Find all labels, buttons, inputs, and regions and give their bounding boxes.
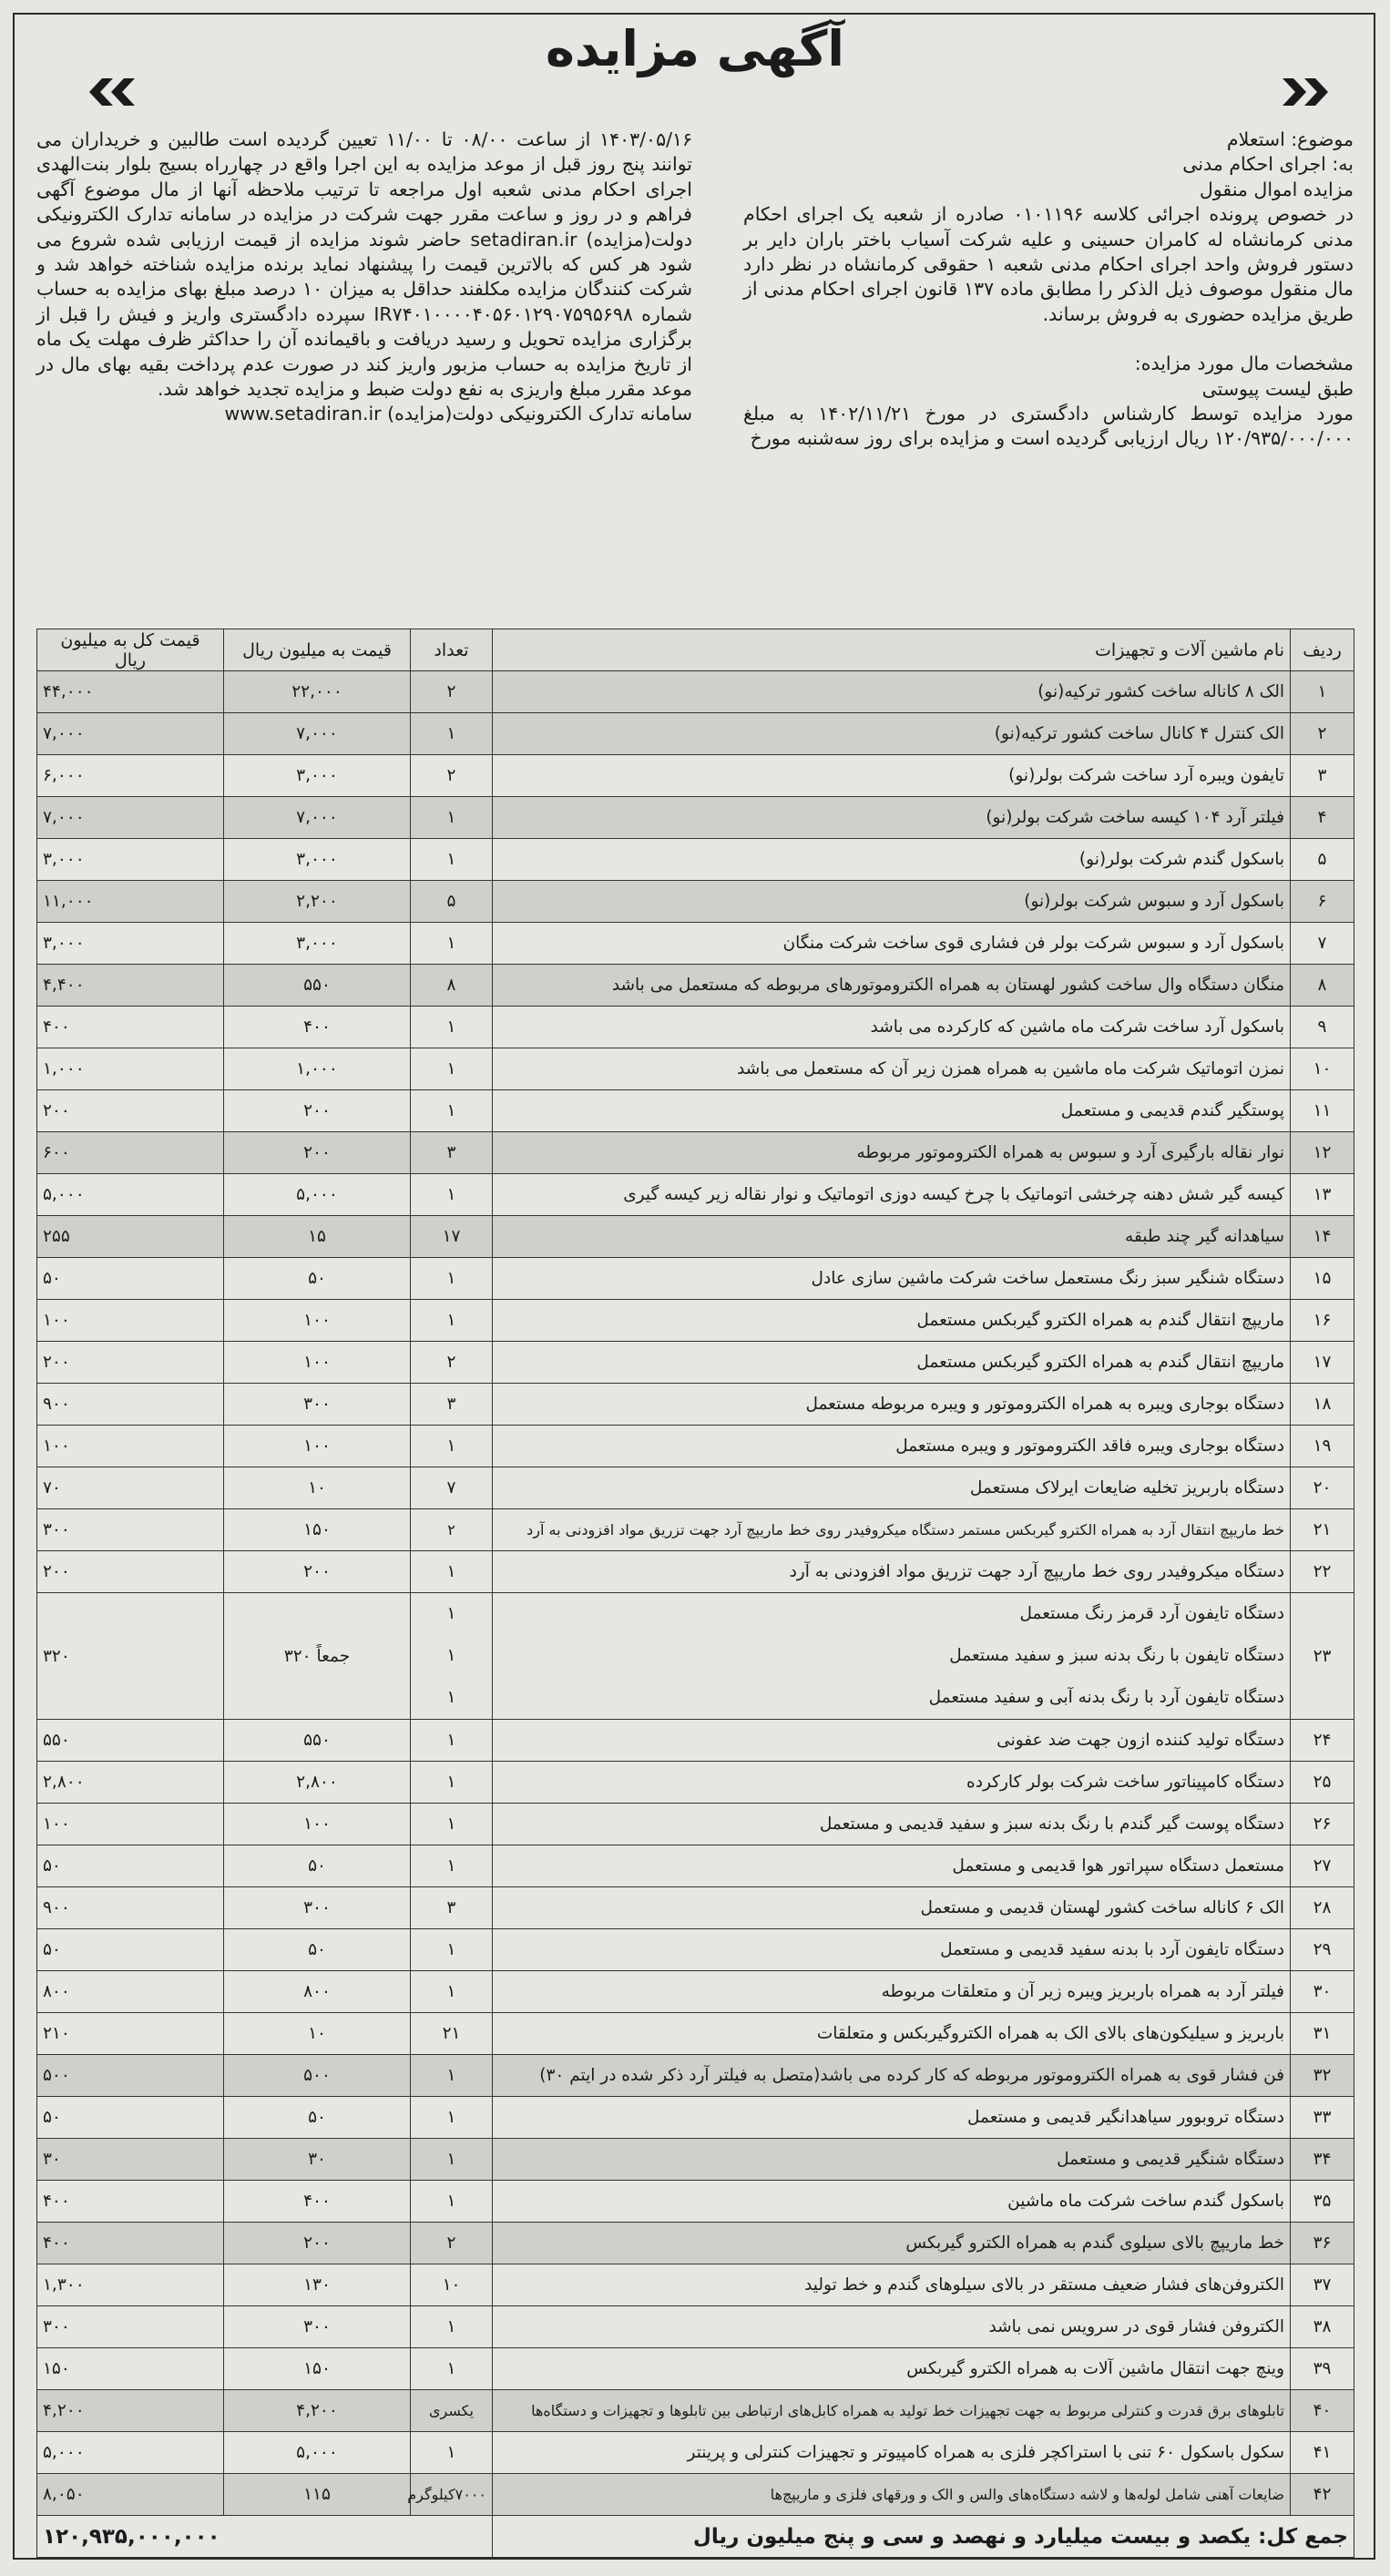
row-number: ۱۵	[1291, 1258, 1354, 1300]
row-number: ۱۷	[1291, 1342, 1354, 1384]
row-number: ۶	[1291, 881, 1354, 923]
table-row	[37, 839, 1354, 881]
item-quantity-line: ۱	[446, 1688, 456, 1707]
row-number: ۱۴	[1291, 1216, 1354, 1258]
item-name: دستگاه شنگیر سبز رنگ مستعمل ساخت شرکت ماشین سازی عادل	[493, 1258, 1291, 1300]
item-name: الکتروفن فشار قوی در سرویس نمی باشد	[493, 2306, 1291, 2348]
property-spec-value: طبق لیست پیوستی	[1201, 377, 1354, 400]
item-quantity: ۱	[411, 1845, 493, 1887]
item-unit-price: ۱۵۰	[224, 2348, 411, 2390]
table-row	[37, 1887, 1354, 1929]
item-total-price: ۴۰۰	[37, 1007, 224, 1048]
item-name: مستعمل دستگاه سپراتور هوا قدیمی و مستعمل	[493, 1845, 1291, 1887]
row-number: ۳۹	[1291, 2348, 1354, 2390]
item-unit-price: ۱۰	[224, 1467, 411, 1509]
item-name: تابلوهای برق قدرت و کنترلی مربوط به جهت تجهیزات خط تولید به همراه کابل‌های ارتباطی بین تابلوها و تجهیزات و دستگاه‌ها	[493, 2390, 1291, 2432]
table-body-2	[37, 1720, 1354, 2516]
table-row	[37, 2013, 1354, 2055]
row-number: ۳۸	[1291, 2306, 1354, 2348]
item-quantity: ۱	[411, 1300, 493, 1342]
item-unit-price: ۳۰	[224, 2139, 411, 2181]
item-name: ضایعات آهنی شامل لوله‌ها و لاشه دستگاه‌های والس و الک و ورقهای فلزی و ماریپچ‌ها	[493, 2474, 1291, 2516]
table-row	[37, 1845, 1354, 1887]
row-number: ۳۰	[1291, 1971, 1354, 2013]
item-unit-price: ۵۵۰	[224, 1720, 411, 1762]
row-number: ۳۵	[1291, 2181, 1354, 2223]
item-unit-price: ۵۰	[224, 1929, 411, 1971]
table-row	[37, 2264, 1354, 2306]
item-name: دستگاه تولید کننده ازون جهت ضد عفونی	[493, 1720, 1291, 1762]
row-number: ۹	[1291, 1007, 1354, 1048]
table-row	[37, 1132, 1354, 1174]
item-quantity: ۱	[411, 2097, 493, 2139]
item-unit-price: ۲,۸۰۰	[224, 1762, 411, 1804]
item-name: باربریز و سیلیکون‌های بالای الک به همراه الکتروگیربکس و متعلقات	[493, 2013, 1291, 2055]
item-total-price: ۵۰	[37, 1845, 224, 1887]
table-body	[37, 671, 1354, 1593]
item-quantity: ۷	[411, 1467, 493, 1509]
row-number: ۲۴	[1291, 1720, 1354, 1762]
item-name: الک کنترل ۴ کانال ساخت کشور ترکیه(نو)	[493, 713, 1291, 755]
item-unit-price: ۳,۰۰۰	[224, 923, 411, 965]
item-name: دستگاه تروبوور سیاهدانگیر قدیمی و مستعمل	[493, 2097, 1291, 2139]
item-unit-price: ۲۰۰	[224, 1090, 411, 1132]
item-unit-price: ۳۰۰	[224, 1887, 411, 1929]
row-number: ۴۲	[1291, 2474, 1354, 2516]
table-row	[37, 2181, 1354, 2223]
item-name: باسکول آرد و سبوس شرکت بولر(نو)	[493, 881, 1291, 923]
item-total-price: ۵,۰۰۰	[37, 1174, 224, 1216]
item-unit-price: ۵۰۰	[224, 2055, 411, 2097]
item-unit-price: ۵,۰۰۰	[224, 2432, 411, 2474]
auction-type-line: مزایده اموال منقول	[1199, 178, 1354, 200]
item-total-price: ۶۰۰	[37, 1132, 224, 1174]
table-row	[37, 1048, 1354, 1090]
item-quantity: ۱	[411, 2139, 493, 2181]
item-total-price: ۲۰۰	[37, 1090, 224, 1132]
item-name: وینچ جهت انتقال ماشین آلات به همراه الکترو گیربکس	[493, 2348, 1291, 2390]
item-unit-price: جمعاً ۳۲۰	[224, 1593, 411, 1720]
item-unit-price: ۱۰۰	[224, 1300, 411, 1342]
item-name: الک ۶ کاناله ساخت کشور لهستان قدیمی و مستعمل	[493, 1887, 1291, 1929]
item-unit-price: ۱۵۰	[224, 1509, 411, 1551]
item-quantity: ۱	[411, 2306, 493, 2348]
item-total-price: ۲,۸۰۰	[37, 1762, 224, 1804]
row-number: ۲۵	[1291, 1762, 1354, 1804]
table-row	[37, 2474, 1354, 2516]
item-name: باسکول آرد ساخت شرکت ماه ماشین که کارکرده می باشد	[493, 1007, 1291, 1048]
table-body-row-23	[37, 1593, 1354, 1720]
item-unit-price: ۲۰۰	[224, 2223, 411, 2264]
row-number: ۳۷	[1291, 2264, 1354, 2306]
table-row	[37, 1090, 1354, 1132]
item-quantity: ۱	[411, 1007, 493, 1048]
row-number: ۳۱	[1291, 2013, 1354, 2055]
row-number: ۱۲	[1291, 1132, 1354, 1174]
row-number: ۲۷	[1291, 1845, 1354, 1887]
item-total-price: ۷۰	[37, 1467, 224, 1509]
item-quantity: ۳	[411, 1132, 493, 1174]
item-quantity: ۱	[411, 1720, 493, 1762]
notice-title: آگهی مزایده	[546, 20, 844, 77]
item-name: باسکول گندم ساخت شرکت ماه ماشین	[493, 2181, 1291, 2223]
item-unit-price: ۷,۰۰۰	[224, 797, 411, 839]
row-number: ۵	[1291, 839, 1354, 881]
item-name: نوار نقاله بارگیری آرد و سبوس به همراه الکتروموتور مربوطه	[493, 1132, 1291, 1174]
table-row	[37, 2097, 1354, 2139]
table-row	[37, 1384, 1354, 1426]
subject-line: موضوع: استعلام	[1226, 128, 1354, 150]
item-name: فیلتر آرد ۱۰۴ کیسه ساخت شرکت بولر(نو)	[493, 797, 1291, 839]
item-name: فیلتر آرد به همراه باربریز ویبره زیر آن و متعلقات مربوطه	[493, 1971, 1291, 2013]
table-row	[37, 1216, 1354, 1258]
header-item-name: نام ماشین آلات و تجهیزات	[493, 629, 1291, 671]
item-total-price: ۷,۰۰۰	[37, 797, 224, 839]
row-number: ۲	[1291, 713, 1354, 755]
table-row	[37, 1174, 1354, 1216]
item-name: تایفون ویبره آرد ساخت شرکت بولر(نو)	[493, 755, 1291, 797]
item-unit-price: ۲۰۰	[224, 1132, 411, 1174]
item-unit-price: ۳,۰۰۰	[224, 755, 411, 797]
item-quantity: ۱	[411, 797, 493, 839]
equipment-table	[36, 629, 1354, 2558]
property-spec-heading: مشخصات مال مورد مزایده:	[1134, 353, 1354, 375]
item-quantity: ۲	[411, 755, 493, 797]
item-unit-price: ۴۰۰	[224, 2181, 411, 2223]
item-name: دستگاه بوجاری ویبره فاقد الکتروموتور و ویبره مستعمل	[493, 1426, 1291, 1467]
item-name-line: دستگاه تایفون آرد با رنگ بدنه آبی و سفید مستعمل	[928, 1688, 1284, 1707]
item-quantity: ۱	[411, 1551, 493, 1593]
double-chevron-right-icon	[1275, 78, 1330, 106]
row-number: ۱۳	[1291, 1174, 1354, 1216]
table-row	[37, 713, 1354, 755]
item-quantity: ۱	[411, 2432, 493, 2474]
item-quantity: ۱	[411, 2055, 493, 2097]
item-unit-price: ۲۲,۰۰۰	[224, 671, 411, 713]
row-number: ۲۶	[1291, 1804, 1354, 1845]
item-name: الکتروفن‌های فشار ضعیف مستقر در بالای سیلوهای گندم و خط تولید	[493, 2264, 1291, 2306]
item-name: منگان دستگاه وال ساخت کشور لهستان به همراه الکتروموتورهای مربوطه که مستعمل می باشد	[493, 965, 1291, 1007]
item-total-price: ۱۰۰	[37, 1300, 224, 1342]
item-name: سیاهدانه گیر چند طبقه	[493, 1216, 1291, 1258]
row-number: ۳۲	[1291, 2055, 1354, 2097]
item-name: ماریپچ انتقال گندم به همراه الکترو گیربکس مستعمل	[493, 1300, 1291, 1342]
item-unit-price: ۴۰۰	[224, 1007, 411, 1048]
double-chevron-left-icon	[87, 78, 142, 106]
item-quantity: ۲	[411, 671, 493, 713]
item-quantity-line: ۱	[446, 1646, 456, 1665]
table-row	[37, 1593, 1354, 1720]
item-quantity: ۳	[411, 1384, 493, 1426]
right-text-column	[743, 128, 1354, 452]
auction-terms: ۱۴۰۳/۰۵/۱۶ از ساعت ۰۸/۰۰ تا ۱۱/۰۰ تعیین گردیده است طالبین و خریداران می توانند پنج روز قبل از موعد مزایده به این اجرا واقع در چهارراه بسیج بلوار بنت‌الهدی اجرای احکام مدنی شعبه اول مراجعه تا ترتیب ملاحظه آنها از مال موضوع آگهی فراهم و در روز و ساعت مقرر جهت شرکت در مزایده در سامانه تدارک الکترونیکی دولت(مزایده) setadiran.ir حاضر شوند مزایده از قیمت ارزیابی شده شروع می شود هر کس که بالاترین قیمت را پیشنهاد نماید برنده مزایده شناخته خواهد شد و شرکت کنندگان مزایده مکلفند حداقل به میزان ۱۰ درصد مبلغ بهای مزایده به حساب شماره IR۷۴۰۱۰۰۰۰۴۰۵۶۰۱۲۹۰۷۵۹۵۶۹۸ سپرده دادگستری واریز و فیش را قبل از برگزاری مزایده تحویل و رسید دریافت و باقیمانده آن را حداکثر ظرف مهلت یک ماه از تاریخ مزایده به حساب مزبور واریز کند در صورت عدم پرداخت بقیه بهای مال در موعد مقرر مبلغ واریزی به نفع دولت ضبط و مزایده تجدید خواهد شد.	[36, 128, 693, 401]
item-quantity: ۱۷	[411, 1216, 493, 1258]
table-row	[37, 755, 1354, 797]
item-quantity: ۱	[411, 713, 493, 755]
item-total-price: ۴۰۰	[37, 2181, 224, 2223]
row-number: ۲۱	[1291, 1509, 1354, 1551]
item-total-price: ۱۰۰	[37, 1426, 224, 1467]
item-unit-price: ۱۰۰	[224, 1804, 411, 1845]
item-total-price: ۲۰۰	[37, 1342, 224, 1384]
table-row	[37, 1342, 1354, 1384]
item-unit-price: ۲,۲۰۰	[224, 881, 411, 923]
table-row	[37, 1467, 1354, 1509]
table-row	[37, 1804, 1354, 1845]
table-header-row	[37, 629, 1354, 671]
item-quantity: ۳	[411, 1887, 493, 1929]
item-name: نمزن اتوماتیک شرکت ماه ماشین به همراه همزن زیر آن که مستعمل می باشد	[493, 1048, 1291, 1090]
item-total-price: ۵۵۰	[37, 1720, 224, 1762]
item-unit-price: ۵۰	[224, 1258, 411, 1300]
item-total-price: ۳۲۰	[37, 1593, 224, 1720]
item-total-price: ۸۰۰	[37, 1971, 224, 2013]
item-name: خط ماریپچ انتقال آرد به همراه الکترو گیربکس مستمر دستگاه میکروفیدر روی خط ماریپچ آرد جهت تزریق مواد افزودنی به آرد	[493, 1509, 1291, 1551]
item-name: دستگاه کامپیناتور ساخت شرکت بولر کارکرده	[493, 1762, 1291, 1804]
item-total-price: ۹۰۰	[37, 1887, 224, 1929]
header-total-price: قیمت کل به میلیون ریال	[37, 629, 224, 671]
item-name: سکول باسکول ۶۰ تنی با استراکچر فلزی به همراه کامپیوتر و تجهیزات کنترلی و پرینتر	[493, 2432, 1291, 2474]
table-row	[37, 2055, 1354, 2097]
item-quantity	[411, 1593, 493, 1720]
item-unit-price: ۳,۰۰۰	[224, 839, 411, 881]
table-row	[37, 1509, 1354, 1551]
grand-total-text: جمع کل: یکصد و بیست میلیارد و نهصد و سی و پنج میلیون ریال	[493, 2516, 1354, 2558]
item-total-price: ۲۰۰	[37, 1551, 224, 1593]
item-unit-price: ۳۰۰	[224, 1384, 411, 1426]
item-unit-price: ۱۳۰	[224, 2264, 411, 2306]
item-quantity-line: ۱	[446, 1604, 456, 1623]
left-text-column	[36, 128, 692, 427]
item-unit-price: ۱,۰۰۰	[224, 1048, 411, 1090]
item-total-price: ۵۰	[37, 1258, 224, 1300]
item-total-price: ۱۵۰	[37, 2348, 224, 2390]
item-total-price: ۷,۰۰۰	[37, 713, 224, 755]
item-quantity: ۵	[411, 881, 493, 923]
item-total-price: ۱۱,۰۰۰	[37, 881, 224, 923]
item-unit-price: ۵۰	[224, 1845, 411, 1887]
item-name	[493, 1593, 1291, 1720]
item-name: ماریپچ انتقال گندم به همراه الکترو گیربکس مستعمل	[493, 1342, 1291, 1384]
item-total-price: ۳۰۰	[37, 1509, 224, 1551]
item-unit-price: ۱۱۵	[224, 2474, 411, 2516]
item-quantity: ۱	[411, 1971, 493, 2013]
item-unit-price: ۳۰۰	[224, 2306, 411, 2348]
recipient-line: به: اجرای احکام مدنی	[1182, 153, 1354, 176]
header-quantity: تعداد	[411, 629, 493, 671]
item-unit-price: ۷,۰۰۰	[224, 713, 411, 755]
item-name: الک ۸ کاناله ساخت کشور ترکیه(نو)	[493, 671, 1291, 713]
table-row	[37, 797, 1354, 839]
appraisal-text: مورد مزایده توسط کارشناس دادگستری در مورخ ۱۴۰۲/۱۱/۲۱ به مبلغ ۱۲۰/۹۳۵/۰۰۰/۰۰۰ ریال ارزیابی گردیده است و مزایده برای روز سه‌شنبه مورخ	[743, 403, 1354, 450]
table-row	[37, 1720, 1354, 1762]
item-quantity: ۱	[411, 2181, 493, 2223]
item-name: دستگاه باربریز تخلیه ضایعات ایرلاک مستعمل	[493, 1467, 1291, 1509]
item-total-price: ۹۰۰	[37, 1384, 224, 1426]
item-name: کیسه گیر شش دهنه چرخشی اتوماتیک با چرخ کیسه دوزی اتوماتیک و نوار نقاله زیر کیسه گیری	[493, 1174, 1291, 1216]
item-name: دستگاه شنگیر قدیمی و مستعمل	[493, 2139, 1291, 2181]
item-total-price: ۵۰۰	[37, 2055, 224, 2097]
item-unit-price: ۴,۲۰۰	[224, 2390, 411, 2432]
item-quantity: ۱	[411, 1174, 493, 1216]
row-number: ۸	[1291, 965, 1354, 1007]
row-number: ۴۱	[1291, 2432, 1354, 2474]
table-row	[37, 881, 1354, 923]
table-row	[37, 2390, 1354, 2432]
item-total-price: ۳۰۰	[37, 2306, 224, 2348]
table-row	[37, 1971, 1354, 2013]
item-total-price: ۵۰	[37, 1929, 224, 1971]
table-row	[37, 2223, 1354, 2264]
item-name: دستگاه میکروفیدر روی خط ماریپچ آرد جهت تزریق مواد افزودنی به آرد	[493, 1551, 1291, 1593]
item-total-price: ۲۱۰	[37, 2013, 224, 2055]
item-name: فن فشار قوی به همراه الکتروموتور مربوطه که کار کرده می باشد(متصل به فیلتر آرد ذکر شده در ایتم ۳۰)	[493, 2055, 1291, 2097]
row-number: ۳	[1291, 755, 1354, 797]
item-name: باسکول گندم شرکت بولر(نو)	[493, 839, 1291, 881]
table-row	[37, 671, 1354, 713]
header-unit-price: قیمت به میلیون ریال	[224, 629, 411, 671]
row-number: ۲۰	[1291, 1467, 1354, 1509]
row-number: ۱۸	[1291, 1384, 1354, 1426]
item-quantity: ۷۰۰۰کیلوگرم	[411, 2474, 493, 2516]
grand-total-value: ۱۲۰,۹۳۵,۰۰۰,۰۰۰	[37, 2516, 493, 2558]
item-unit-price: ۲۰۰	[224, 1551, 411, 1593]
item-total-price: ۴۰۰	[37, 2223, 224, 2264]
item-name-line: دستگاه تایفون با رنگ بدنه سبز و سفید مستعمل	[949, 1646, 1284, 1665]
item-quantity: ۱	[411, 1929, 493, 1971]
item-total-price: ۵۰	[37, 2097, 224, 2139]
table-row	[37, 2432, 1354, 2474]
table-row	[37, 1762, 1354, 1804]
item-name: دستگاه تایفون آرد با بدنه سفید قدیمی و مستعمل	[493, 1929, 1291, 1971]
item-quantity: ۱	[411, 839, 493, 881]
item-unit-price: ۸۰۰	[224, 1971, 411, 2013]
item-total-price: ۳,۰۰۰	[37, 839, 224, 881]
item-unit-price: ۱۰	[224, 2013, 411, 2055]
row-number: ۱۹	[1291, 1426, 1354, 1467]
row-number: ۱۰	[1291, 1048, 1354, 1090]
item-name: باسکول آرد و سبوس شرکت بولر فن فشاری قوی ساخت شرکت منگان	[493, 923, 1291, 965]
header-row-number: ردیف	[1291, 629, 1354, 671]
item-quantity: ۱	[411, 1048, 493, 1090]
item-name-line: دستگاه تایفون آرد قرمز رنگ مستعمل	[1019, 1604, 1284, 1623]
item-quantity: ۲	[411, 1342, 493, 1384]
table-row	[37, 2306, 1354, 2348]
item-quantity: ۱	[411, 1426, 493, 1467]
table-row	[37, 1007, 1354, 1048]
row-number: ۲۹	[1291, 1929, 1354, 1971]
case-description: در خصوص پرونده اجرائی کلاسه ۰۱۰۱۱۹۶ صادره از شعبه یک اجرای احکام مدنی کرمانشاه له کامران حسینی و علیه شرکت آسیاب باختر باران دایر بر دستور فروش واحد اجرای احکام مدنی شعبه ۱ حقوقی کرمانشاه در نظر دارد مال منقول موصوف ذیل الذکر را مطابق ماده ۱۳۷ قانون اجرای احکام مدنی از طریق مزایده حضوری به فروش برساند.	[743, 203, 1354, 325]
item-unit-price: ۵,۰۰۰	[224, 1174, 411, 1216]
item-total-price: ۴,۴۰۰	[37, 965, 224, 1007]
item-quantity: ۱	[411, 1804, 493, 1845]
row-number: ۲۲	[1291, 1551, 1354, 1593]
table-row	[37, 2139, 1354, 2181]
item-total-price: ۶,۰۰۰	[37, 755, 224, 797]
table-row	[37, 1426, 1354, 1467]
row-number: ۳۶	[1291, 2223, 1354, 2264]
item-total-price: ۲۵۵	[37, 1216, 224, 1258]
item-quantity: ۱۰	[411, 2264, 493, 2306]
item-total-price: ۴,۲۰۰	[37, 2390, 224, 2432]
item-unit-price: ۱۵	[224, 1216, 411, 1258]
table-row	[37, 2348, 1354, 2390]
item-quantity: ۲۱	[411, 2013, 493, 2055]
item-unit-price: ۵۵۰	[224, 965, 411, 1007]
table-row	[37, 1551, 1354, 1593]
item-quantity: ۸	[411, 965, 493, 1007]
grand-total-row	[37, 2516, 1354, 2558]
item-quantity: ۱	[411, 1762, 493, 1804]
item-unit-price: ۱۰۰	[224, 1426, 411, 1467]
row-number: ۴۰	[1291, 2390, 1354, 2432]
row-number: ۱۶	[1291, 1300, 1354, 1342]
row-number: ۲۸	[1291, 1887, 1354, 1929]
row-number: ۱۱	[1291, 1090, 1354, 1132]
item-quantity: ۱	[411, 1258, 493, 1300]
item-quantity: ۲	[411, 1509, 493, 1551]
item-total-price: ۴۴,۰۰۰	[37, 671, 224, 713]
item-total-price: ۱,۰۰۰	[37, 1048, 224, 1090]
item-quantity: ۱	[411, 1090, 493, 1132]
item-name: دستگاه بوجاری ویبره به همراه الکتروموتور و ویبره مربوطه مستعمل	[493, 1384, 1291, 1426]
item-unit-price: ۱۰۰	[224, 1342, 411, 1384]
item-unit-price: ۵۰	[224, 2097, 411, 2139]
row-number: ۱	[1291, 671, 1354, 713]
item-name: دستگاه پوست گیر گندم با رنگ بدنه سبز و سفید قدیمی و مستعمل	[493, 1804, 1291, 1845]
item-quantity: یکسری	[411, 2390, 493, 2432]
item-total-price: ۱,۳۰۰	[37, 2264, 224, 2306]
item-name: پوستگیر گندم قدیمی و مستعمل	[493, 1090, 1291, 1132]
item-total-price: ۳,۰۰۰	[37, 923, 224, 965]
item-total-price: ۳۰	[37, 2139, 224, 2181]
table-row	[37, 1258, 1354, 1300]
item-quantity: ۱	[411, 2348, 493, 2390]
item-total-price: ۱۰۰	[37, 1804, 224, 1845]
setadiran-link[interactable]: سامانه تدارک الکترونیکی دولت(مزایده) www.setadiran.ir	[224, 403, 692, 425]
table-row	[37, 1929, 1354, 1971]
table-row	[37, 965, 1354, 1007]
item-total-price: ۵,۰۰۰	[37, 2432, 224, 2474]
item-quantity: ۱	[411, 923, 493, 965]
table-row	[37, 1300, 1354, 1342]
item-name: خط ماریپچ بالای سیلوی گندم به همراه الکترو گیربکس	[493, 2223, 1291, 2264]
row-number: ۳۴	[1291, 2139, 1354, 2181]
table-row	[37, 923, 1354, 965]
item-total-price: ۸,۰۵۰	[37, 2474, 224, 2516]
row-number: ۳۳	[1291, 2097, 1354, 2139]
row-number: ۲۳	[1291, 1593, 1354, 1720]
row-number: ۴	[1291, 797, 1354, 839]
item-quantity: ۲	[411, 2223, 493, 2264]
row-number: ۷	[1291, 923, 1354, 965]
